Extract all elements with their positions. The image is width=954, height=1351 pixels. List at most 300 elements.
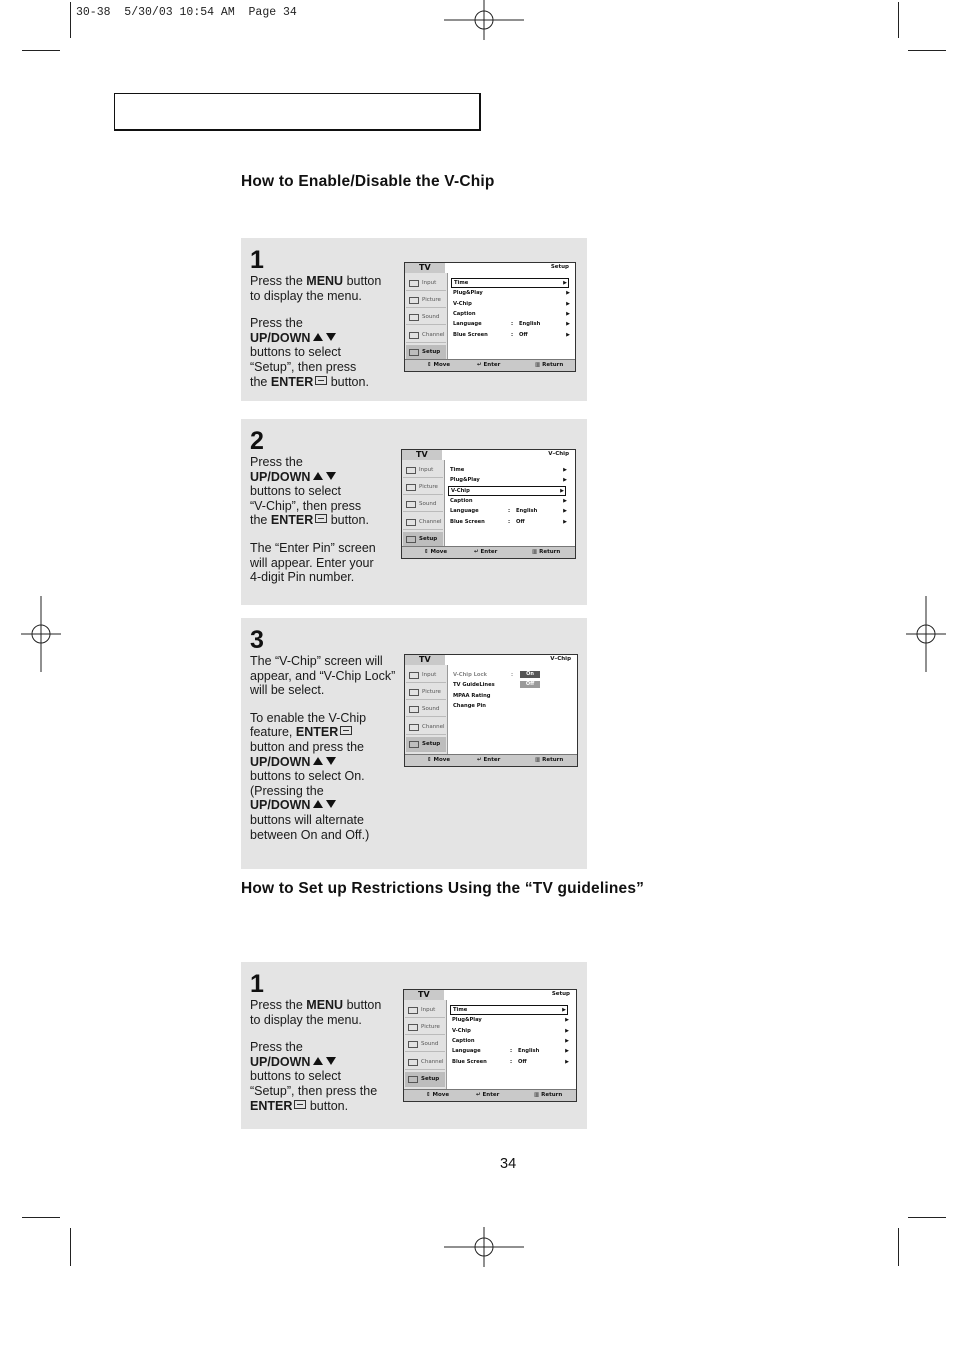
menu-sidebar bbox=[405, 665, 448, 755]
menu-row-arrow-icon: ▶ bbox=[563, 508, 567, 515]
instruction-line bbox=[250, 541, 400, 556]
instruction-line bbox=[250, 1084, 400, 1099]
page-number: 34 bbox=[500, 1156, 517, 1172]
footer-label: Move bbox=[432, 1092, 450, 1098]
tv-tab: TV bbox=[405, 655, 445, 665]
sidebar-item-setup[interactable] bbox=[406, 737, 446, 752]
instruction-text: button. bbox=[327, 374, 369, 389]
menu-row-value: Off bbox=[518, 1058, 527, 1065]
crop-mark bbox=[22, 1217, 60, 1218]
menu-row-arrow-icon: ▶ bbox=[563, 477, 567, 484]
instruction-line bbox=[250, 654, 410, 669]
instruction-line bbox=[250, 755, 410, 770]
footer-label: Return bbox=[541, 1092, 563, 1098]
instruction-text: the bbox=[250, 374, 271, 389]
registration-mark-icon bbox=[906, 596, 946, 672]
menu-row-label: V-Chip bbox=[452, 1027, 471, 1034]
instruction-text: The “V-Chip” screen will bbox=[250, 654, 383, 668]
menu-row-arrow-icon: ▶ bbox=[565, 1017, 569, 1024]
footer-return bbox=[535, 757, 563, 763]
instruction-text: appear, and “V-Chip Lock” bbox=[250, 668, 396, 683]
instruction-text: button. bbox=[327, 513, 369, 528]
instruction-line bbox=[250, 455, 400, 470]
button-name: ENTER bbox=[270, 513, 314, 528]
sidebar-item-sound[interactable] bbox=[406, 310, 446, 325]
footer-label: Enter bbox=[480, 549, 498, 555]
menu-row[interactable] bbox=[452, 1046, 570, 1056]
step-instructions bbox=[250, 654, 410, 842]
crop-mark bbox=[70, 1228, 71, 1266]
menu-footer-bar bbox=[405, 359, 575, 371]
paragraph-gap bbox=[250, 698, 410, 711]
footer-move bbox=[424, 549, 447, 555]
button-name: MENU bbox=[306, 274, 344, 288]
picture-icon bbox=[409, 297, 419, 304]
paragraph-gap bbox=[250, 303, 400, 316]
menu-row-value: English bbox=[519, 321, 541, 328]
menu-row-arrow-icon: ▶ bbox=[562, 1007, 566, 1013]
menu-row[interactable] bbox=[450, 465, 568, 475]
input-icon bbox=[408, 1007, 418, 1014]
enter-icon: ↵ bbox=[477, 362, 484, 368]
instruction-text: 4-digit Pin number. bbox=[250, 570, 355, 585]
menu-row-colon: : bbox=[508, 518, 511, 525]
menu-row[interactable] bbox=[452, 1015, 570, 1025]
enter-icon: ↵ bbox=[474, 549, 481, 555]
menu-row-arrow-icon: ▶ bbox=[565, 1058, 569, 1065]
sidebar-item-setup[interactable] bbox=[406, 345, 446, 360]
menu-row[interactable] bbox=[453, 330, 571, 340]
sound-icon bbox=[409, 314, 419, 321]
sidebar-item-channel[interactable] bbox=[406, 328, 446, 343]
instruction-line bbox=[250, 1013, 400, 1028]
footer-label: Enter bbox=[483, 362, 501, 368]
paragraph-gap bbox=[250, 528, 400, 541]
step-panel bbox=[241, 238, 587, 401]
crop-mark bbox=[898, 1228, 899, 1266]
tv-menu-screen bbox=[403, 989, 577, 1102]
enter-icon bbox=[294, 1100, 306, 1109]
move-icon: ⇕ bbox=[427, 362, 434, 368]
menu-row-label: V-Chip bbox=[451, 487, 470, 494]
sidebar-item-picture[interactable] bbox=[406, 685, 446, 700]
vchip-option-on[interactable]: On bbox=[520, 671, 540, 678]
step-instructions bbox=[250, 455, 400, 585]
menu-row[interactable] bbox=[453, 701, 571, 711]
footer-enter bbox=[476, 1092, 499, 1098]
menu-row-label: V-Chip bbox=[453, 300, 472, 307]
instruction-line bbox=[250, 769, 410, 784]
instruction-text: between On and Off.) bbox=[250, 827, 370, 842]
sidebar-item-picture[interactable] bbox=[403, 480, 443, 495]
enter-icon bbox=[315, 514, 327, 523]
instruction-text: Press the bbox=[250, 1040, 303, 1055]
channel-icon bbox=[409, 332, 419, 339]
menu-row[interactable] bbox=[451, 278, 569, 288]
sidebar-item-input[interactable] bbox=[406, 668, 446, 683]
enter-icon bbox=[340, 726, 352, 735]
enter-icon: ↵ bbox=[477, 757, 484, 763]
menu-row[interactable] bbox=[452, 1036, 570, 1046]
step-number: 1 bbox=[250, 970, 264, 998]
menu-row-colon: : bbox=[510, 1048, 513, 1055]
sidebar-item-channel[interactable] bbox=[406, 720, 446, 735]
sidebar-item-input[interactable] bbox=[406, 276, 446, 291]
instruction-line bbox=[250, 669, 410, 684]
instruction-line bbox=[250, 556, 400, 571]
menu-sidebar bbox=[402, 460, 445, 547]
sidebar-item-picture[interactable] bbox=[405, 1020, 445, 1035]
move-icon: ⇕ bbox=[426, 1092, 433, 1098]
step-number: 3 bbox=[250, 626, 264, 654]
instruction-text: will appear. Enter your bbox=[250, 555, 374, 570]
return-icon: ▥ bbox=[532, 549, 540, 555]
tv-menu-screen bbox=[404, 262, 576, 372]
sidebar-item-label: Input bbox=[421, 1007, 436, 1013]
up-down-arrows-icon bbox=[310, 1056, 338, 1066]
menu-row-label: Time bbox=[454, 280, 469, 286]
menu-row-label: Change Pin bbox=[453, 702, 487, 709]
instruction-line bbox=[250, 813, 410, 828]
footer-enter bbox=[477, 362, 500, 368]
sidebar-item-label: Channel bbox=[422, 723, 445, 730]
menu-row-label: Language bbox=[452, 1048, 481, 1055]
instruction-text: Press the bbox=[250, 998, 307, 1012]
footer-move bbox=[426, 1092, 449, 1098]
picture-icon bbox=[406, 484, 416, 491]
instruction-text: the bbox=[250, 513, 271, 528]
sidebar-item-channel[interactable] bbox=[403, 515, 443, 530]
step-number: 1 bbox=[250, 246, 264, 274]
instruction-text: “Setup”, then press the bbox=[250, 1083, 378, 1098]
instruction-line bbox=[250, 375, 400, 390]
instruction-line bbox=[250, 470, 400, 485]
menu-row-value: Off bbox=[516, 518, 525, 525]
instruction-text: to display the menu. bbox=[250, 288, 362, 303]
instruction-line bbox=[250, 345, 400, 360]
sidebar-item-label: Sound bbox=[419, 501, 437, 508]
crop-mark bbox=[908, 50, 946, 51]
menu-row[interactable] bbox=[453, 299, 571, 309]
sidebar-item-label: Picture bbox=[422, 297, 441, 304]
sidebar-item-label: Input bbox=[419, 467, 434, 473]
channel-icon bbox=[409, 724, 419, 731]
instruction-text: buttons to select bbox=[250, 345, 342, 360]
menu-row[interactable] bbox=[453, 309, 571, 319]
menu-row[interactable] bbox=[452, 1057, 570, 1067]
sidebar-item-label: Channel bbox=[422, 331, 445, 338]
print-slug: 30-38 5/30/03 10:54 AM Page 34 bbox=[76, 6, 297, 19]
enter-icon bbox=[315, 376, 327, 385]
sidebar-item-sound[interactable] bbox=[403, 497, 443, 512]
menu-title: V–Chip bbox=[550, 656, 571, 662]
menu-title: Setup bbox=[551, 991, 570, 997]
instruction-line bbox=[250, 998, 400, 1013]
instruction-line bbox=[250, 513, 400, 528]
menu-row-label: Plug&Play bbox=[452, 1017, 482, 1024]
menu-row[interactable] bbox=[450, 506, 568, 516]
instruction-line bbox=[250, 725, 410, 740]
setup-icon bbox=[409, 741, 419, 748]
instruction-line bbox=[250, 784, 410, 799]
instruction-line bbox=[250, 499, 400, 514]
menu-row-label: Plug&Play bbox=[450, 477, 480, 484]
menu-row[interactable] bbox=[452, 1026, 570, 1036]
menu-row-arrow-icon: ▶ bbox=[560, 487, 564, 494]
instruction-text: buttons to select bbox=[250, 1069, 342, 1084]
menu-row[interactable] bbox=[450, 1005, 568, 1015]
menu-row-label: Language bbox=[453, 321, 482, 328]
sidebar-item-sound[interactable] bbox=[405, 1037, 445, 1052]
button-name: UP/DOWN bbox=[250, 469, 311, 484]
setup-icon bbox=[408, 1076, 418, 1083]
sound-icon bbox=[406, 501, 416, 508]
menu-row-label: Plug&Play bbox=[453, 290, 483, 297]
registration-mark-icon bbox=[21, 596, 61, 672]
instruction-text: “Setup”, then press bbox=[250, 359, 357, 374]
instruction-text: button bbox=[343, 274, 382, 288]
instruction-text: button. bbox=[306, 1098, 349, 1113]
channel-icon bbox=[408, 1059, 418, 1066]
menu-row-arrow-icon: ▶ bbox=[565, 1048, 569, 1055]
footer-enter bbox=[474, 549, 497, 555]
menu-row-arrow-icon: ▶ bbox=[563, 497, 567, 504]
instruction-line bbox=[250, 1055, 400, 1070]
sidebar-item-setup[interactable] bbox=[405, 1072, 445, 1087]
menu-row-label: V-Chip Lock bbox=[453, 672, 487, 678]
sidebar-item-label: Picture bbox=[419, 484, 438, 491]
sidebar-item-input[interactable] bbox=[405, 1003, 445, 1018]
menu-row-arrow-icon: ▶ bbox=[566, 290, 570, 297]
channel-icon bbox=[406, 519, 416, 526]
menu-row-arrow-icon: ▶ bbox=[565, 1037, 569, 1044]
footer-return bbox=[535, 362, 563, 368]
menu-row-colon: : bbox=[510, 1058, 513, 1065]
menu-row[interactable] bbox=[453, 319, 571, 329]
vchip-option-off[interactable]: Off bbox=[520, 681, 540, 688]
menu-title: V–Chip bbox=[548, 451, 569, 457]
menu-row[interactable] bbox=[453, 680, 571, 690]
button-name: UP/DOWN bbox=[250, 330, 311, 345]
sidebar-item-picture[interactable] bbox=[406, 293, 446, 308]
instruction-text: Press the bbox=[250, 274, 307, 288]
menu-row[interactable] bbox=[450, 496, 568, 506]
sidebar-item-label: Channel bbox=[419, 518, 442, 525]
move-icon: ⇕ bbox=[427, 757, 434, 763]
footer-return bbox=[532, 549, 560, 555]
menu-row-arrow-icon: ▶ bbox=[565, 1027, 569, 1034]
sidebar-item-label: Sound bbox=[422, 314, 440, 321]
footer-label: Move bbox=[433, 362, 451, 368]
menu-row-label: Time bbox=[453, 1007, 468, 1013]
sidebar-item-label: Channel bbox=[421, 1058, 444, 1065]
enter-icon: ↵ bbox=[476, 1092, 483, 1098]
button-name: ENTER bbox=[250, 1098, 293, 1113]
menu-footer-bar bbox=[405, 754, 577, 766]
menu-title: Setup bbox=[550, 264, 569, 270]
menu-row-arrow-icon: ▶ bbox=[566, 310, 570, 317]
instruction-line bbox=[250, 683, 410, 698]
menu-sidebar bbox=[404, 1000, 447, 1090]
crop-mark bbox=[898, 2, 899, 38]
instruction-text: “V-Chip”, then press bbox=[250, 498, 362, 513]
menu-row-colon: : bbox=[508, 508, 511, 515]
menu-row-label: Time bbox=[450, 467, 465, 473]
step-panel bbox=[241, 962, 587, 1129]
step-number: 2 bbox=[250, 427, 264, 455]
menu-sidebar bbox=[405, 273, 448, 360]
menu-row-label: Blue Screen bbox=[453, 331, 488, 338]
sidebar-item-label: Picture bbox=[422, 689, 441, 696]
instruction-text: buttons to select bbox=[250, 484, 342, 499]
instruction-line bbox=[250, 289, 400, 304]
instruction-text: (Pressing the bbox=[250, 783, 324, 798]
footer-label: Enter bbox=[482, 1092, 500, 1098]
footer-label: Return bbox=[542, 757, 564, 763]
instruction-text: button and press the bbox=[250, 739, 364, 754]
registration-mark-icon bbox=[444, 0, 524, 40]
instruction-text: buttons will alternate bbox=[250, 812, 364, 827]
crop-mark bbox=[908, 1217, 946, 1218]
instruction-line bbox=[250, 1069, 400, 1084]
footer-move bbox=[427, 362, 450, 368]
footer-label: Enter bbox=[483, 757, 501, 763]
tv-tab: TV bbox=[402, 450, 442, 460]
button-name: MENU bbox=[306, 998, 344, 1012]
instruction-line bbox=[250, 274, 400, 289]
menu-row-value: English bbox=[518, 1048, 540, 1055]
instruction-text: will be select. bbox=[250, 683, 325, 698]
sidebar-item-input[interactable] bbox=[403, 463, 443, 478]
instruction-line bbox=[250, 360, 400, 375]
step-instructions bbox=[250, 274, 400, 389]
footer-enter bbox=[477, 757, 500, 763]
menu-row-label: MPAA Rating bbox=[453, 692, 491, 699]
instruction-text: Press the bbox=[250, 316, 303, 331]
instruction-text: button bbox=[343, 998, 382, 1012]
chapter-title-box bbox=[114, 93, 481, 131]
up-down-arrows-icon bbox=[310, 799, 338, 809]
instruction-text: To enable the V-Chip bbox=[250, 710, 367, 725]
return-icon: ▥ bbox=[534, 1092, 542, 1098]
step-instructions bbox=[250, 998, 400, 1113]
tv-tab: TV bbox=[405, 263, 445, 273]
return-icon: ▥ bbox=[535, 757, 543, 763]
menu-row[interactable] bbox=[448, 486, 566, 496]
footer-return bbox=[534, 1092, 562, 1098]
move-icon: ⇕ bbox=[424, 549, 431, 555]
sidebar-item-label: Setup bbox=[422, 348, 441, 355]
menu-row-arrow-icon: ▶ bbox=[566, 300, 570, 307]
button-name: ENTER bbox=[295, 725, 339, 740]
footer-label: Return bbox=[542, 362, 564, 368]
setup-icon bbox=[406, 536, 416, 543]
input-icon bbox=[409, 672, 419, 679]
tv-menu-screen bbox=[404, 654, 578, 767]
section-heading: How to Set up Restrictions Using the “TV guidelines” bbox=[241, 880, 645, 897]
menu-row-label: Language bbox=[450, 508, 479, 515]
return-icon: ▥ bbox=[535, 362, 543, 368]
sidebar-item-label: Setup bbox=[421, 1075, 440, 1082]
footer-label: Return bbox=[539, 549, 561, 555]
instruction-line bbox=[250, 316, 400, 331]
step-panel bbox=[241, 419, 587, 605]
footer-label: Move bbox=[430, 549, 448, 555]
instruction-line bbox=[250, 1099, 400, 1114]
menu-row-label: Caption bbox=[453, 310, 476, 317]
menu-row-colon: : bbox=[511, 331, 514, 338]
menu-row-arrow-icon: ▶ bbox=[563, 467, 567, 473]
instruction-text: feature, bbox=[250, 725, 296, 740]
up-down-arrows-icon bbox=[310, 332, 338, 342]
sidebar-item-channel[interactable] bbox=[405, 1055, 445, 1070]
registration-mark-icon bbox=[444, 1227, 524, 1267]
sidebar-item-label: Sound bbox=[422, 706, 440, 713]
sidebar-item-label: Setup bbox=[422, 740, 441, 747]
menu-row-label: Blue Screen bbox=[452, 1058, 487, 1065]
tv-menu-screen bbox=[401, 449, 576, 559]
sidebar-item-label: Setup bbox=[419, 535, 438, 542]
instruction-text: Press the bbox=[250, 455, 303, 469]
menu-row-value: English bbox=[516, 508, 538, 515]
menu-row-colon: : bbox=[511, 321, 514, 328]
menu-row[interactable] bbox=[453, 288, 571, 298]
sidebar-item-sound[interactable] bbox=[406, 702, 446, 717]
button-name: UP/DOWN bbox=[250, 798, 311, 813]
menu-footer-bar bbox=[404, 1089, 576, 1101]
instruction-line bbox=[250, 331, 400, 346]
menu-row-arrow-icon: ▶ bbox=[563, 518, 567, 525]
instruction-line bbox=[250, 711, 410, 726]
menu-row[interactable] bbox=[453, 670, 571, 680]
sidebar-item-label: Sound bbox=[421, 1041, 439, 1048]
menu-row[interactable] bbox=[450, 517, 568, 527]
instruction-line bbox=[250, 798, 410, 813]
button-name: ENTER bbox=[270, 374, 314, 389]
setup-icon bbox=[409, 349, 419, 356]
up-down-arrows-icon bbox=[310, 756, 338, 766]
menu-row-arrow-icon: ▶ bbox=[566, 321, 570, 328]
instruction-line bbox=[250, 1040, 400, 1055]
menu-footer-bar bbox=[402, 546, 575, 558]
instruction-line bbox=[250, 828, 410, 843]
menu-row-value: Off bbox=[519, 331, 528, 338]
menu-row-colon: : bbox=[511, 672, 514, 678]
sidebar-item-label: Picture bbox=[421, 1024, 440, 1031]
section-heading: How to Enable/Disable the V-Chip bbox=[241, 173, 495, 190]
up-down-arrows-icon bbox=[310, 471, 338, 481]
step-panel bbox=[241, 618, 587, 869]
menu-row[interactable] bbox=[450, 475, 568, 485]
sidebar-item-setup[interactable] bbox=[403, 532, 443, 547]
menu-row-label: Caption bbox=[452, 1037, 475, 1044]
input-icon bbox=[406, 467, 416, 474]
paragraph-gap bbox=[250, 1027, 400, 1040]
menu-row-arrow-icon: ▶ bbox=[563, 280, 567, 286]
crop-mark bbox=[22, 50, 60, 51]
sound-icon bbox=[409, 706, 419, 713]
menu-row[interactable] bbox=[453, 691, 571, 701]
sound-icon bbox=[408, 1041, 418, 1048]
instruction-text: buttons to select On. bbox=[250, 769, 365, 784]
crop-mark bbox=[70, 2, 71, 38]
sidebar-item-label: Input bbox=[422, 672, 437, 678]
footer-move bbox=[427, 757, 450, 763]
menu-row-label: TV GuideLines bbox=[453, 682, 495, 689]
sidebar-item-label: Input bbox=[422, 280, 437, 286]
instruction-line bbox=[250, 570, 400, 585]
menu-row-label: Caption bbox=[450, 497, 473, 504]
